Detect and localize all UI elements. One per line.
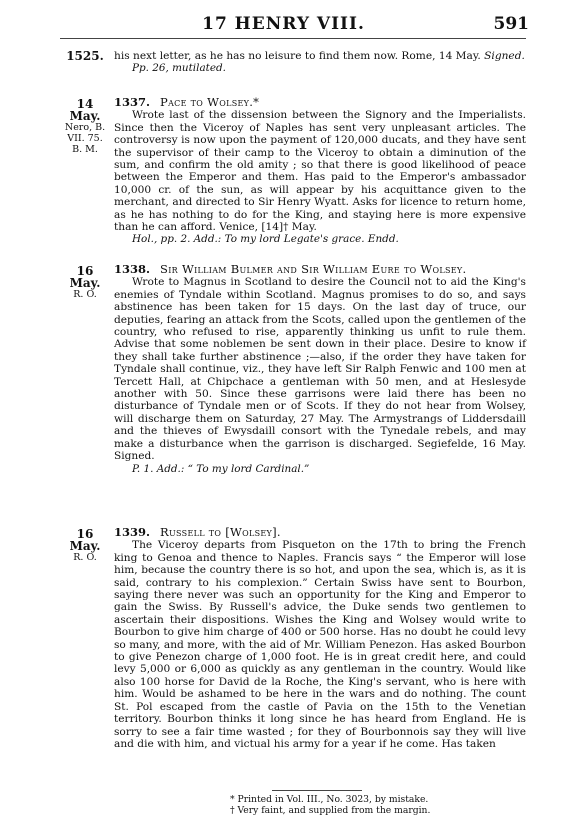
footnote: † Very faint, and supplied from the margin. — [230, 804, 431, 816]
entry-title: Pace to Wolsey.* — [160, 95, 260, 109]
entry-meta: P. 1. Add.: “ To my lord Cardinal.” — [132, 462, 310, 475]
entry-source-2: B. M. — [72, 144, 98, 155]
year-margin — [60, 50, 110, 62]
entry-margin-1339 — [60, 528, 110, 563]
entry-margin-1338 — [60, 265, 110, 300]
entry-number: 1337. — [114, 95, 151, 109]
footnotes — [190, 795, 490, 816]
entry-meta: Hol., pp. 2. Add.: To my lord Legate's grace. Endd. — [132, 233, 399, 246]
continued-entry — [114, 50, 526, 75]
header-rule — [60, 38, 526, 39]
entry-source: R. O. — [73, 552, 97, 563]
entry-date: 16 May. — [69, 527, 101, 553]
entry-date: 16 May. — [69, 264, 101, 290]
signed-note: Signed. — [484, 50, 525, 62]
entry-number: 1339. — [114, 525, 151, 539]
entry-heading — [114, 263, 526, 275]
entry-1339 — [114, 526, 526, 750]
header-title: 17 HENRY VIII. — [202, 14, 365, 34]
entry-source: R. O. — [73, 289, 97, 300]
entry-margin-1337 — [60, 98, 110, 155]
entry-1338 — [114, 263, 526, 475]
entry-1337 — [114, 96, 526, 246]
entry-date: 14 May. — [69, 97, 101, 123]
entry-title: Russell to [Wolsey]. — [160, 525, 281, 539]
footnote: * Printed in Vol. III., No. 3023, by mistake. — [230, 794, 429, 805]
entry-body: The Viceroy departs from Pisqueton on the 17th to bring the French king to Genoa and thence to Naples. Francis says “ the Emperor will lose him, because the country there is so hot, and upon the sea, which is, as it is said, contrary to his complexion.” Certain Swiss have sent to Bourbon, saying there never was such an opportunity for the King and Emperor to gain the Swiss. By Russell's advice, the Duke sends two gentlemen to ascertain their dispositions. Wishes the King and Wolsey would write to Bourbon to give him charge of 400 or 500 horse. Has no doubt he could levy so many, and more, with the aid of Mr. William Penezon. Has asked Bourbon to give Penezon charge of 1,000 foot. He is in great credit here, and could levy 5,000 or 6,000 as quickly as any gentleman in the country. Would like also 100 horse for David de la Roche, the King's servant, who is here with him. Would be ashamed to be here in the wars and do nothing. The count St. Pol escaped from the castle of Pavia on the 15th to the Venetian territory. Bourbon thinks it long since he has heard from England. He is sorry to see a fair time wasted ; for they of Bourbonnois say they will live and die with him, and victual his army for a year if he come. Has taken — [114, 539, 526, 750]
continued-meta: Pp. 26, mutilated. — [132, 62, 226, 75]
entry-heading — [114, 526, 526, 538]
entry-body: Wrote to Magnus in Scotland to desire the Council not to aid the King's enemies of Tyndale within Scotland. Magnus promises to do so, and says abstinence has been taken for 15 days. On the last day of truce, our deputies, fearing an attack from the Scots, called upon the gentlemen of the country, who refused to rise, apparently thinking us unfit to rule them. Advise that some noblemen be sent down in their place. Desire to know if they shall take further abstinence ;—also, if the order they have taken for Tyndale shall continue, viz., they have left Sir Ralph Fenwic and 100 men at Tercett Hall, at Chipchace a gentleman with 50 men, and at Heslesyde another with 50. Since these garrisons were laid there has been no disturbance of Tyndale men or of Scots. If they do not hear from Wolsey, will discharge them on Saturday, 27 May. The Armystrangs of Liddersdaill and the thieves of Ewysdaill consort with the Tynedale rebels, and may make a disturbance when the garrison is discharged. Segiefelde, 16 May. Signed. — [114, 276, 526, 463]
running-header — [0, 14, 567, 36]
entry-number: 1338. — [114, 262, 151, 276]
entry-source: Nero, B. VII. 75. — [64, 122, 106, 144]
entry-title: Sir William Bulmer and Sir William Eure to Wolsey. — [160, 262, 467, 276]
entry-heading — [114, 96, 526, 108]
continued-text: his next letter, as he has no leisure to find them now. Rome, 14 May. Signed. — [114, 50, 525, 62]
footnote-rule — [272, 790, 362, 791]
page-number: 591 — [493, 14, 529, 34]
year-label: 1525. — [66, 49, 104, 63]
entry-body: Wrote last of the dissension between the Signory and the Imperialists. Since then the Viceroy of Naples has sent very unpleasant articles. The controversy is now upon the payment of 120,000 ducats, and they have sent the supervisor of their camp to the Viceroy to obtain a diminution of the sum, and confirm the old amity ; so that there is good likelihood of peace between the Emperor and them. Has paid to the Emperor's ambassador 10,000 cr. of the sun, as will appear by his acquittance given to the merchant, and directed to Sir Henry Wyatt. Asks for licence to return home, as he has nothing to do for the King, and staying here is more expensive than he can afford. Venice, [14]† May. — [114, 109, 526, 234]
